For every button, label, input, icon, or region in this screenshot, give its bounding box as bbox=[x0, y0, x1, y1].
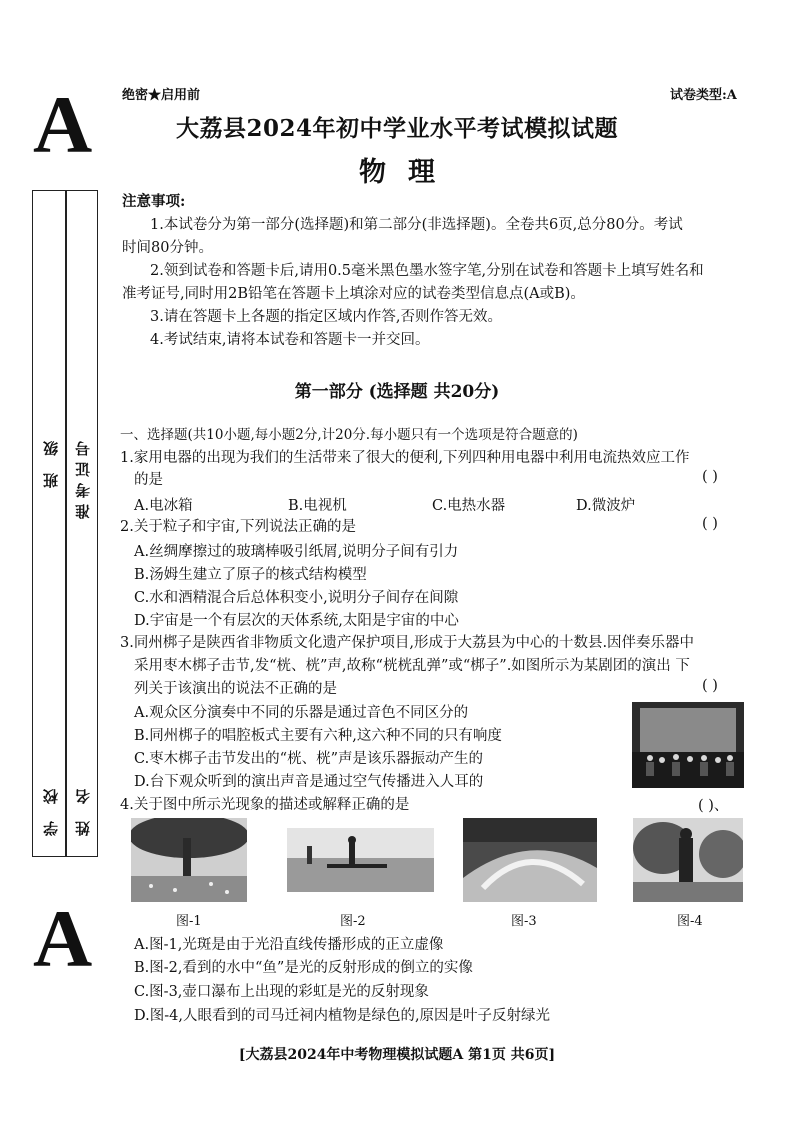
paper-type-letter-top: A bbox=[33, 79, 93, 170]
subject-title: 物理 bbox=[359, 157, 457, 188]
figure-1-caption: 图-1 bbox=[176, 914, 202, 929]
question-4-stem: 4.关于图中所示光现象的描述或解释正确的是 bbox=[120, 797, 410, 813]
option-b: B.图-2,看到的水中“鱼”是光的反射形成的倒立的实像 bbox=[134, 960, 473, 976]
question-3-stem: 3.同州梆子是陕西省非物质文化遗产保护项目,形成于大荔县为中心的十数县.因伴奏乐器中 bbox=[120, 635, 695, 651]
question-3-stem-cont: 采用枣木梆子击节,发“桄、桄”声,故称“桄桄乱弹”或“梆子”.如图所示为某剧团的演出 下 bbox=[134, 658, 690, 674]
notes-item: 1.本试卷分为第一部分(选择题)和第二部分(非选择题)。全卷共6页,总分80分。考试 bbox=[150, 217, 683, 233]
option-a: A.电冰箱 bbox=[134, 498, 193, 514]
notes-item: 2.领到试卷和答题卡后,请用0.5毫米黑色墨水签字笔,分别在试卷和答题卡上填写姓名和 bbox=[150, 263, 704, 279]
figure-4-caption: 图-4 bbox=[677, 914, 703, 929]
class-label: 班 级 bbox=[42, 435, 60, 489]
figure-2-caption: 图-2 bbox=[340, 914, 366, 929]
option-c: C.水和酒精混合后总体积变小,说明分子间存在间隙 bbox=[134, 590, 459, 606]
question-3-stem-cont: 列关于该演出的说法不正确的是 bbox=[134, 681, 337, 697]
option-d: D.图-4,人眼看到的司马迁祠内植物是绿色的,原因是叶子反射绿光 bbox=[134, 1008, 551, 1024]
option-c: C.图-3,壶口瀑布上出现的彩虹是光的反射现象 bbox=[134, 984, 429, 1000]
figure-3-photo bbox=[463, 818, 597, 902]
figure-4-photo bbox=[633, 818, 743, 902]
option-c: C.枣木梆子击节发出的“桄、桄”声是该乐器振动产生的 bbox=[134, 751, 484, 767]
paper-type-letter-bottom: A bbox=[33, 893, 93, 984]
stage-performance-photo bbox=[632, 702, 744, 788]
answer-bracket: ( )、 bbox=[698, 798, 729, 814]
option-b: B.同州梆子的唱腔板式主要有六种,这六种不同的只有响度 bbox=[134, 728, 502, 744]
paper-type-label: 试卷类型:A bbox=[670, 88, 737, 103]
figure-2-photo bbox=[287, 828, 434, 892]
question-1-stem: 1.家用电器的出现为我们的生活带来了很大的便利,下列四种用电器中利用电流热效应工作 bbox=[120, 450, 690, 466]
answer-bracket: ( ) bbox=[702, 469, 718, 485]
option-a: A.丝绸摩擦过的玻璃棒吸引纸屑,说明分子间有引力 bbox=[134, 544, 459, 560]
option-a: A.观众区分演奏中不同的乐器是通过音色不同区分的 bbox=[134, 705, 469, 721]
notes-item: 3.请在答题卡上各题的指定区域内作答,否则作答无效。 bbox=[150, 309, 502, 325]
question-1-stem-cont: 的是 bbox=[134, 472, 163, 488]
option-b: B.汤姆生建立了原子的核式结构模型 bbox=[134, 567, 367, 583]
answer-bracket: ( ) bbox=[702, 678, 718, 694]
option-a: A.图-1,光斑是由于光沿直线传播形成的正立虚像 bbox=[134, 937, 444, 953]
student-info-box bbox=[32, 190, 98, 857]
answer-bracket: ( ) bbox=[702, 516, 718, 532]
exam-number-label: 准考证号 bbox=[74, 435, 92, 519]
section-instruction: 一、选择题(共10小题,每小题2分,计20分.每小题只有一个选项是符合题意的) bbox=[120, 427, 578, 443]
name-label: 姓 名 bbox=[74, 783, 92, 837]
notes-item: 4.考试结束,请将本试卷和答题卡一并交回。 bbox=[150, 332, 430, 348]
question-2-stem: 2.关于粒子和宇宙,下列说法正确的是 bbox=[120, 519, 356, 535]
notes-heading: 注意事项: bbox=[122, 193, 186, 210]
page-footer: [大荔县2024年中考物理模拟试题A 第1页 共6页] bbox=[238, 1047, 556, 1063]
exam-title: 大荔县2024年初中学业水平考试模拟试题 bbox=[175, 115, 618, 142]
option-d: D.微波炉 bbox=[576, 498, 636, 514]
notes-item: 准考证号,同时用2B铅笔在答题卡上填涂对应的试卷类型信息点(A或B)。 bbox=[122, 286, 585, 302]
notes-item: 时间80分钟。 bbox=[122, 240, 213, 256]
option-d: D.台下观众听到的演出声音是通过空气传播进入人耳的 bbox=[134, 774, 484, 790]
figure-1-photo bbox=[131, 818, 247, 902]
figure-3-caption: 图-3 bbox=[511, 914, 537, 929]
option-b: B.电视机 bbox=[288, 498, 347, 514]
option-d: D.宇宙是一个有层次的天体系统,太阳是宇宙的中心 bbox=[134, 613, 459, 629]
school-label: 学 校 bbox=[42, 783, 60, 837]
divider bbox=[65, 191, 67, 856]
option-c: C.电热水器 bbox=[432, 498, 506, 514]
section-title: 第一部分 (选择题 共20分) bbox=[294, 382, 500, 402]
confidential-label: 绝密★启用前 bbox=[122, 88, 201, 103]
